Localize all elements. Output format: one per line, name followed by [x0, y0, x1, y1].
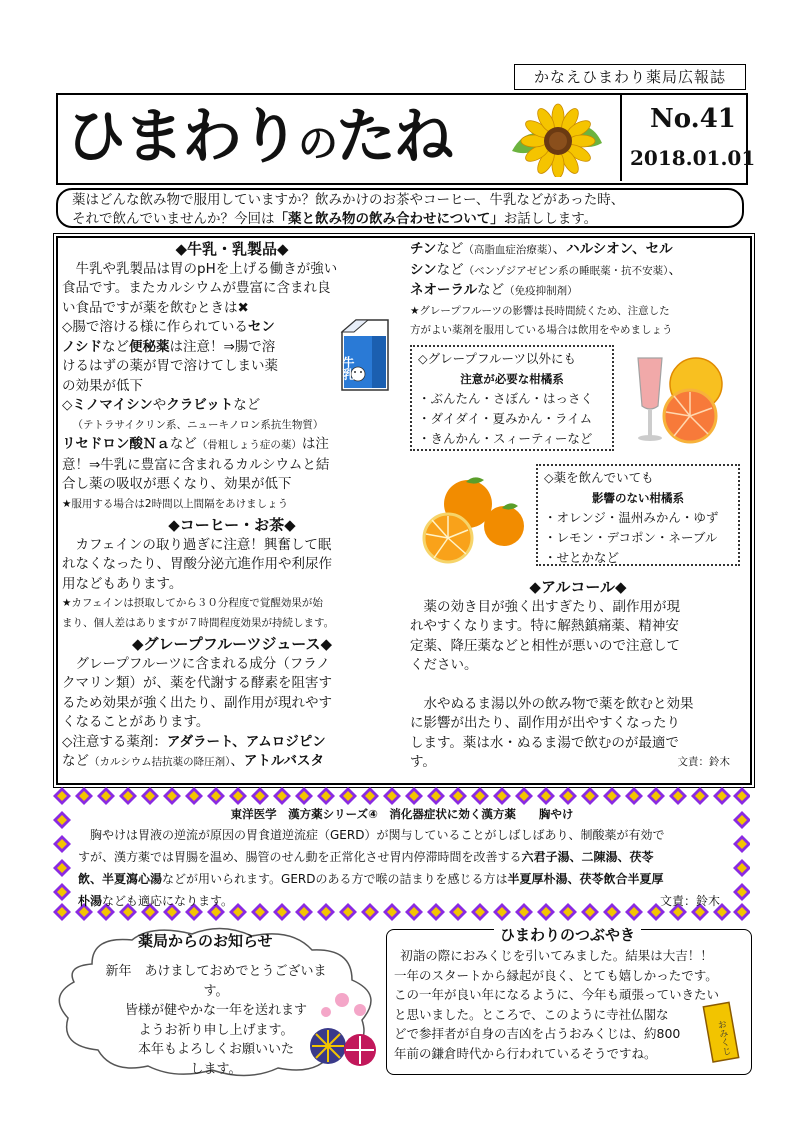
- grapefruit-text: グレープフルーツに含まれる成分（フラノ: [75, 655, 330, 672]
- alcohol-section: [410, 578, 746, 773]
- kanpo-section: [78, 806, 726, 912]
- coffee-text: 用などもあります。: [62, 575, 183, 592]
- sakura-temari-icon: [302, 988, 386, 1072]
- publisher-label: かなえひまわり薬局広報誌: [514, 64, 746, 90]
- citrus-safe-item: ・せとかなど: [544, 550, 620, 565]
- citrus-safe-item: ・オレンジ・温州みかん・ゆず: [544, 510, 719, 525]
- issue-number: No.41: [650, 104, 736, 134]
- issue-date: 2018.01.01: [630, 146, 756, 170]
- summary-text: 水やぬるま湯以外の飲み物で薬を飲むと効果: [423, 695, 694, 712]
- milk-text: （テトラサイクリン系、ニューキノロン系抗生物質）: [72, 418, 324, 431]
- alcohol-heading: ◆アルコール◆: [529, 578, 627, 596]
- milk-text: い食品ですが薬を飲むときは✖: [62, 299, 249, 316]
- milk-text: ◇腸で溶ける様に作られているセン: [62, 319, 275, 335]
- summary-text: す。 文責：鈴木: [410, 753, 746, 773]
- milk-carton-icon: [338, 316, 392, 394]
- alcohol-text: れやすくなります。特に解熱鎮痛薬、精神安: [410, 618, 679, 634]
- kanpo-text: すが、漢方薬では胃腸を温め、腸管のせん動を正常化させ胃内停滞時間を改善する六君子湯、二陳湯、茯苓: [78, 850, 654, 864]
- grapefruit-heading: ◆グレープフルーツジュース◆: [131, 635, 333, 653]
- grapefruit-juice-icon: [628, 350, 728, 450]
- author-credit: 文責：鈴木: [659, 894, 720, 908]
- omikuji-icon: [702, 1000, 742, 1064]
- alcohol-text: ください。: [410, 657, 478, 673]
- coffee-text: れなくなったり、胃酸分泌亢進作用や利尿作: [62, 556, 332, 572]
- alcohol-text: 薬の効き目が強く出すぎたり、副作用が現: [423, 598, 680, 615]
- sunflower-icon: [504, 103, 610, 177]
- grapefruit-text: クマリン類）が、薬を代謝する酵素を阻害す: [62, 675, 332, 691]
- right-column-top: [410, 240, 746, 341]
- milk-text: の効果が低下: [62, 377, 143, 394]
- alcohol-text: 定薬、降圧薬などと相性が悪いので注意して: [410, 637, 680, 654]
- intro-box: [56, 188, 744, 228]
- notice-body: 新年 あけましておめでとうございます。 皆様が健やかな一年を送れます ようお祈り申し上げます。 本年もよろしくお願いいた します。: [105, 964, 327, 1077]
- citrus-safe-subtitle: 影響のない柑橘系: [592, 491, 684, 505]
- coffee-heading: ◆コーヒー・お茶◆: [168, 516, 296, 534]
- omikuji-label: おみくじ: [714, 1019, 732, 1057]
- milk-heading: ◆牛乳・乳製品◆: [175, 240, 289, 258]
- citrus-caution-item: ・ダイダイ・夏みかん・ライム: [418, 411, 593, 426]
- citrus-caution-subtitle: 注意が必要な柑橘系: [460, 372, 564, 386]
- citrus-caution-title: ◇グレープフルーツ以外にも: [418, 351, 576, 366]
- notice-title: 薬局からのお知らせ: [138, 932, 273, 950]
- milk-text: リセドロン酸Ｎａなど（骨粗しょう症の薬）は注: [62, 436, 329, 452]
- milk-text: 意！⇒牛乳に豊富に含まれるカルシウムと結: [62, 456, 330, 473]
- citrus-caution-box: [410, 345, 614, 451]
- author-credit: 文責：鈴木: [677, 756, 730, 768]
- tsubuyaki-body: 初詣の際におみくじを引いてみました。結果は大吉！！ 一年のスタートから縁起が良く、とても嬉しかったです。 この一年が良い年になるように、今年も頑張っていきたい と思いました。ところで、このように寺社仏閣な どで参拝者が自身の吉凶を占うおみくじは、約800 年前の鎌倉時代から行われているそうですね。: [394, 948, 720, 1061]
- milk-text: 食品です。またカルシウムが豊富に含まれ良: [62, 280, 331, 296]
- kanpo-text: 朴湯なども適応になります。 文責：鈴木: [78, 890, 726, 912]
- grapefruit-text: くなることがあります。: [62, 714, 210, 730]
- carton-label: 牛乳: [341, 356, 355, 380]
- grapefruit-text: など（カルシウム拮抗薬の降圧剤）、アトルバスタ: [62, 753, 324, 769]
- summary-text: します。薬は水・ぬるま湯で飲むのが最適で: [410, 734, 679, 751]
- grapefruit-text: ネオーラルなど（免疫抑制剤）: [410, 282, 578, 298]
- grapefruit-text: チンなど（高脂血症治療薬）、ハルシオン、セル: [410, 241, 673, 257]
- kanpo-text: 飲、半夏瀉心湯などが用いられます。GERDのある方で喉の詰まりを感じる方は半夏厚朴湯、茯苓飲合半夏厚: [78, 872, 664, 886]
- masthead-divider: [620, 95, 622, 181]
- summary-text: に影響が出たり、副作用が出やすくなったり: [410, 715, 680, 731]
- milk-text: けるはずの薬が胃で溶けてしまい薬: [62, 358, 278, 374]
- grapefruit-text: ◇注意する薬剤：アダラート、アムロジピン: [62, 733, 326, 750]
- coffee-text: カフェインの取り過ぎに注意！興奮して眠: [75, 536, 332, 553]
- citrus-safe-box: [536, 464, 740, 566]
- citrus-safe-title: ◇薬を飲んでいても: [544, 470, 654, 485]
- coffee-note: まり、個人差はありますが７時間程度効果が持続します。: [62, 616, 335, 629]
- kanpo-title: 東洋医学 漢方薬シリーズ④ 消化器症状に効く漢方薬 胸やけ: [230, 807, 574, 821]
- milk-text: 合し薬の吸収が悪くなり、効果が低下: [62, 476, 292, 492]
- citrus-caution-item: ・ぶんたん・さぼん・はっさく: [418, 391, 594, 406]
- milk-text: ノシドなど便秘薬は注意！⇒腸で溶: [62, 338, 276, 355]
- masthead-title: [58, 95, 618, 181]
- grapefruit-text: シンなど（ベンゾジアゼピン系の睡眠薬・抗不安薬）、: [410, 261, 682, 278]
- tsubuyaki-title: ひまわりのつぶやき: [494, 924, 641, 945]
- milk-text: ◇ミノマイシンやクラビットなど: [62, 397, 261, 413]
- citrus-caution-item: ・きんかん・スィーティーなど: [418, 431, 593, 446]
- kanpo-text: 胸やけは胃液の逆流が原因の胃食道逆流症（GERD）が関与していることがしばしばあり、制酸薬が有効で: [90, 828, 665, 842]
- grapefruit-text: るため効果が強く出たり、副作用が現れやす: [62, 694, 332, 711]
- grapefruit-note: ★グレープフルーツの影響は長時間続くため、注意した: [410, 304, 670, 317]
- intro-line-2: それで飲んでいませんか？今回は「薬と飲み物の飲み合わせについて」お話しします。: [72, 211, 598, 227]
- newsletter-title: ひまわりのたね: [66, 102, 452, 172]
- coffee-note: ★カフェインは摂取してから３０分程度で覚醒効果が始: [62, 597, 323, 609]
- intro-line-1: 薬はどんな飲み物で服用していますか？飲みかけのお茶やコーヒー、牛乳などがあった時、: [72, 192, 625, 208]
- milk-note: ★服用する場合は2時間以上間隔をあけましょう: [62, 497, 289, 510]
- milk-text: 牛乳や乳製品は胃のpHを上げる働きが強い: [75, 260, 338, 277]
- citrus-safe-item: ・レモン・デコポン・ネーブル: [544, 530, 718, 545]
- orange-icon: [418, 474, 528, 566]
- grapefruit-note: 方がよい薬剤を服用している場合は飲用をやめましょう: [410, 324, 673, 336]
